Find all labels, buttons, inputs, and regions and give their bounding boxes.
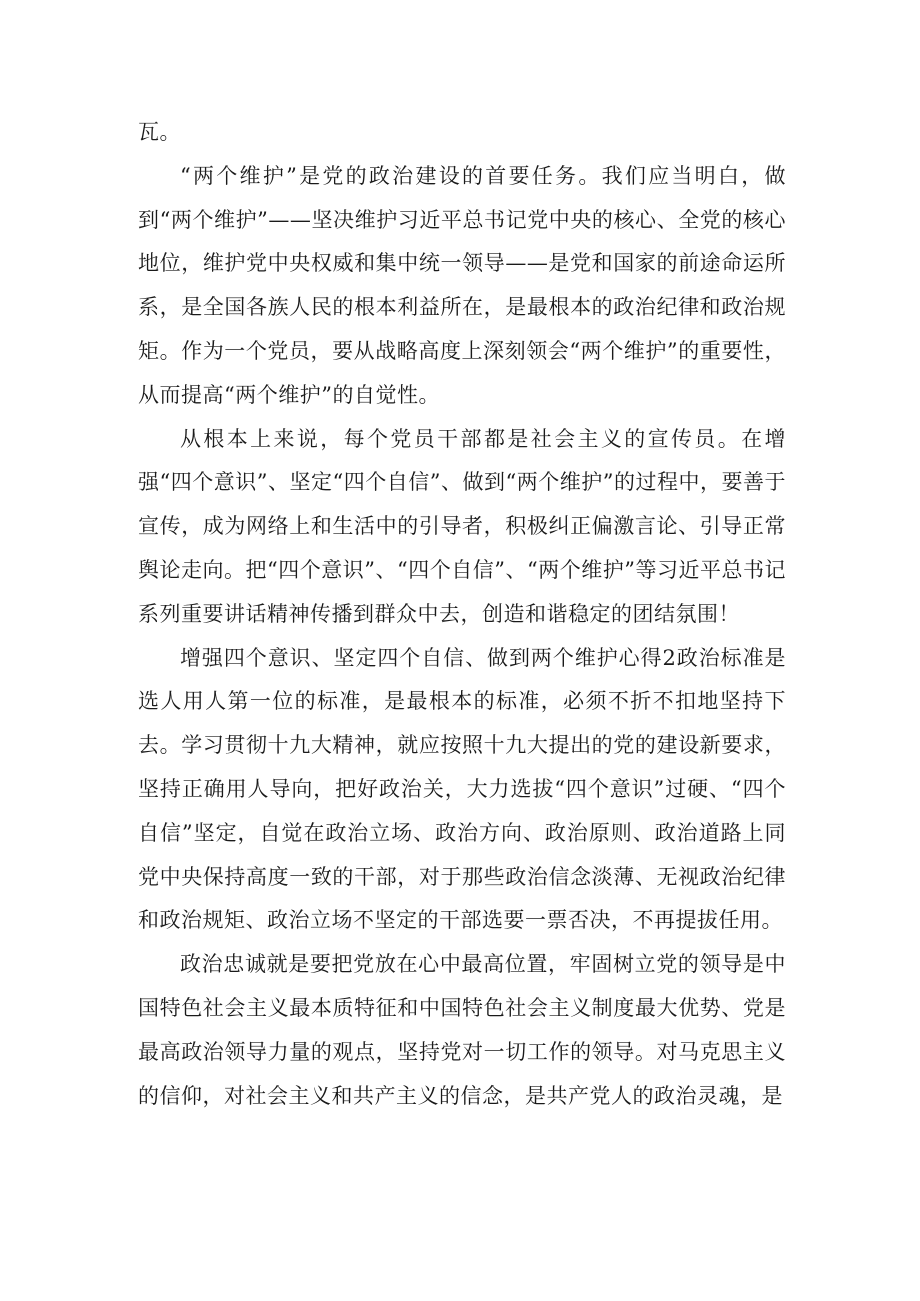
paragraph-political-standard: 增强四个意识、坚定四个自信、做到两个维护心得2政治标准是选人用人第一位的标准，是最根本的标准，必须不折不扣地坚持下去。学习贯彻十九大精神，就应按照十九大提出的党的建设新要求，坚持正确用人导向，把好政治关，大力选拔“四个意识”过硬、“四个自信”坚定，自觉在政治立场、政治方向、政治原则、政治道路上同党中央保持高度一致的干部，对于那些政治信念淡薄、无视政治纪律和政治规矩、政治立场不坚定的干部选要一票否决，不再提拔任用。 (138, 645, 786, 933)
paragraph-continuation: 瓦。 (138, 120, 181, 144)
paragraph-propaganda: 从根本上来说，每个党员干部都是社会主义的宣传员。在增强“四个意识”、坚定“四个自信”、做到“两个维护”的过程中，要善于宣传，成为网络上和生活中的引导者，积极纠正偏激言论、引导正常舆论走向。把“四个意识”、“四个自信”、“两个维护”等习近平总书记系列重要讲话精神传播到群众中去，创造和谐稳定的团结氛围！ (138, 426, 786, 626)
paragraph-two-maintenances: “两个维护”是党的政治建设的首要任务。我们应当明白，做到“两个维护”——坚决维护习近平总书记党中央的核心、全党的核心地位，维护党中央权威和集中统一领导——是党和国家的前途命运所系，是全国各族人民的根本利益所在，是最根本的政治纪律和政治规矩。作为一个党员，要从战略高度上深刻领会“两个维护”的重要性，从而提高“两个维护”的自觉性。 (138, 163, 786, 407)
document-body (138, 111, 786, 1118)
paragraph-political-loyalty: 政治忠诚就是要把党放在心中最高位置，牢固树立党的领导是中国特色社会主义最本质特征和中国特色社会主义制度最大优势、党是最高政治领导力量的观点，坚持党对一切工作的领导。对马克思主义的信仰，对社会主义和共产主义的信念，是共产党人的政治灵魂，是 (138, 952, 786, 1108)
